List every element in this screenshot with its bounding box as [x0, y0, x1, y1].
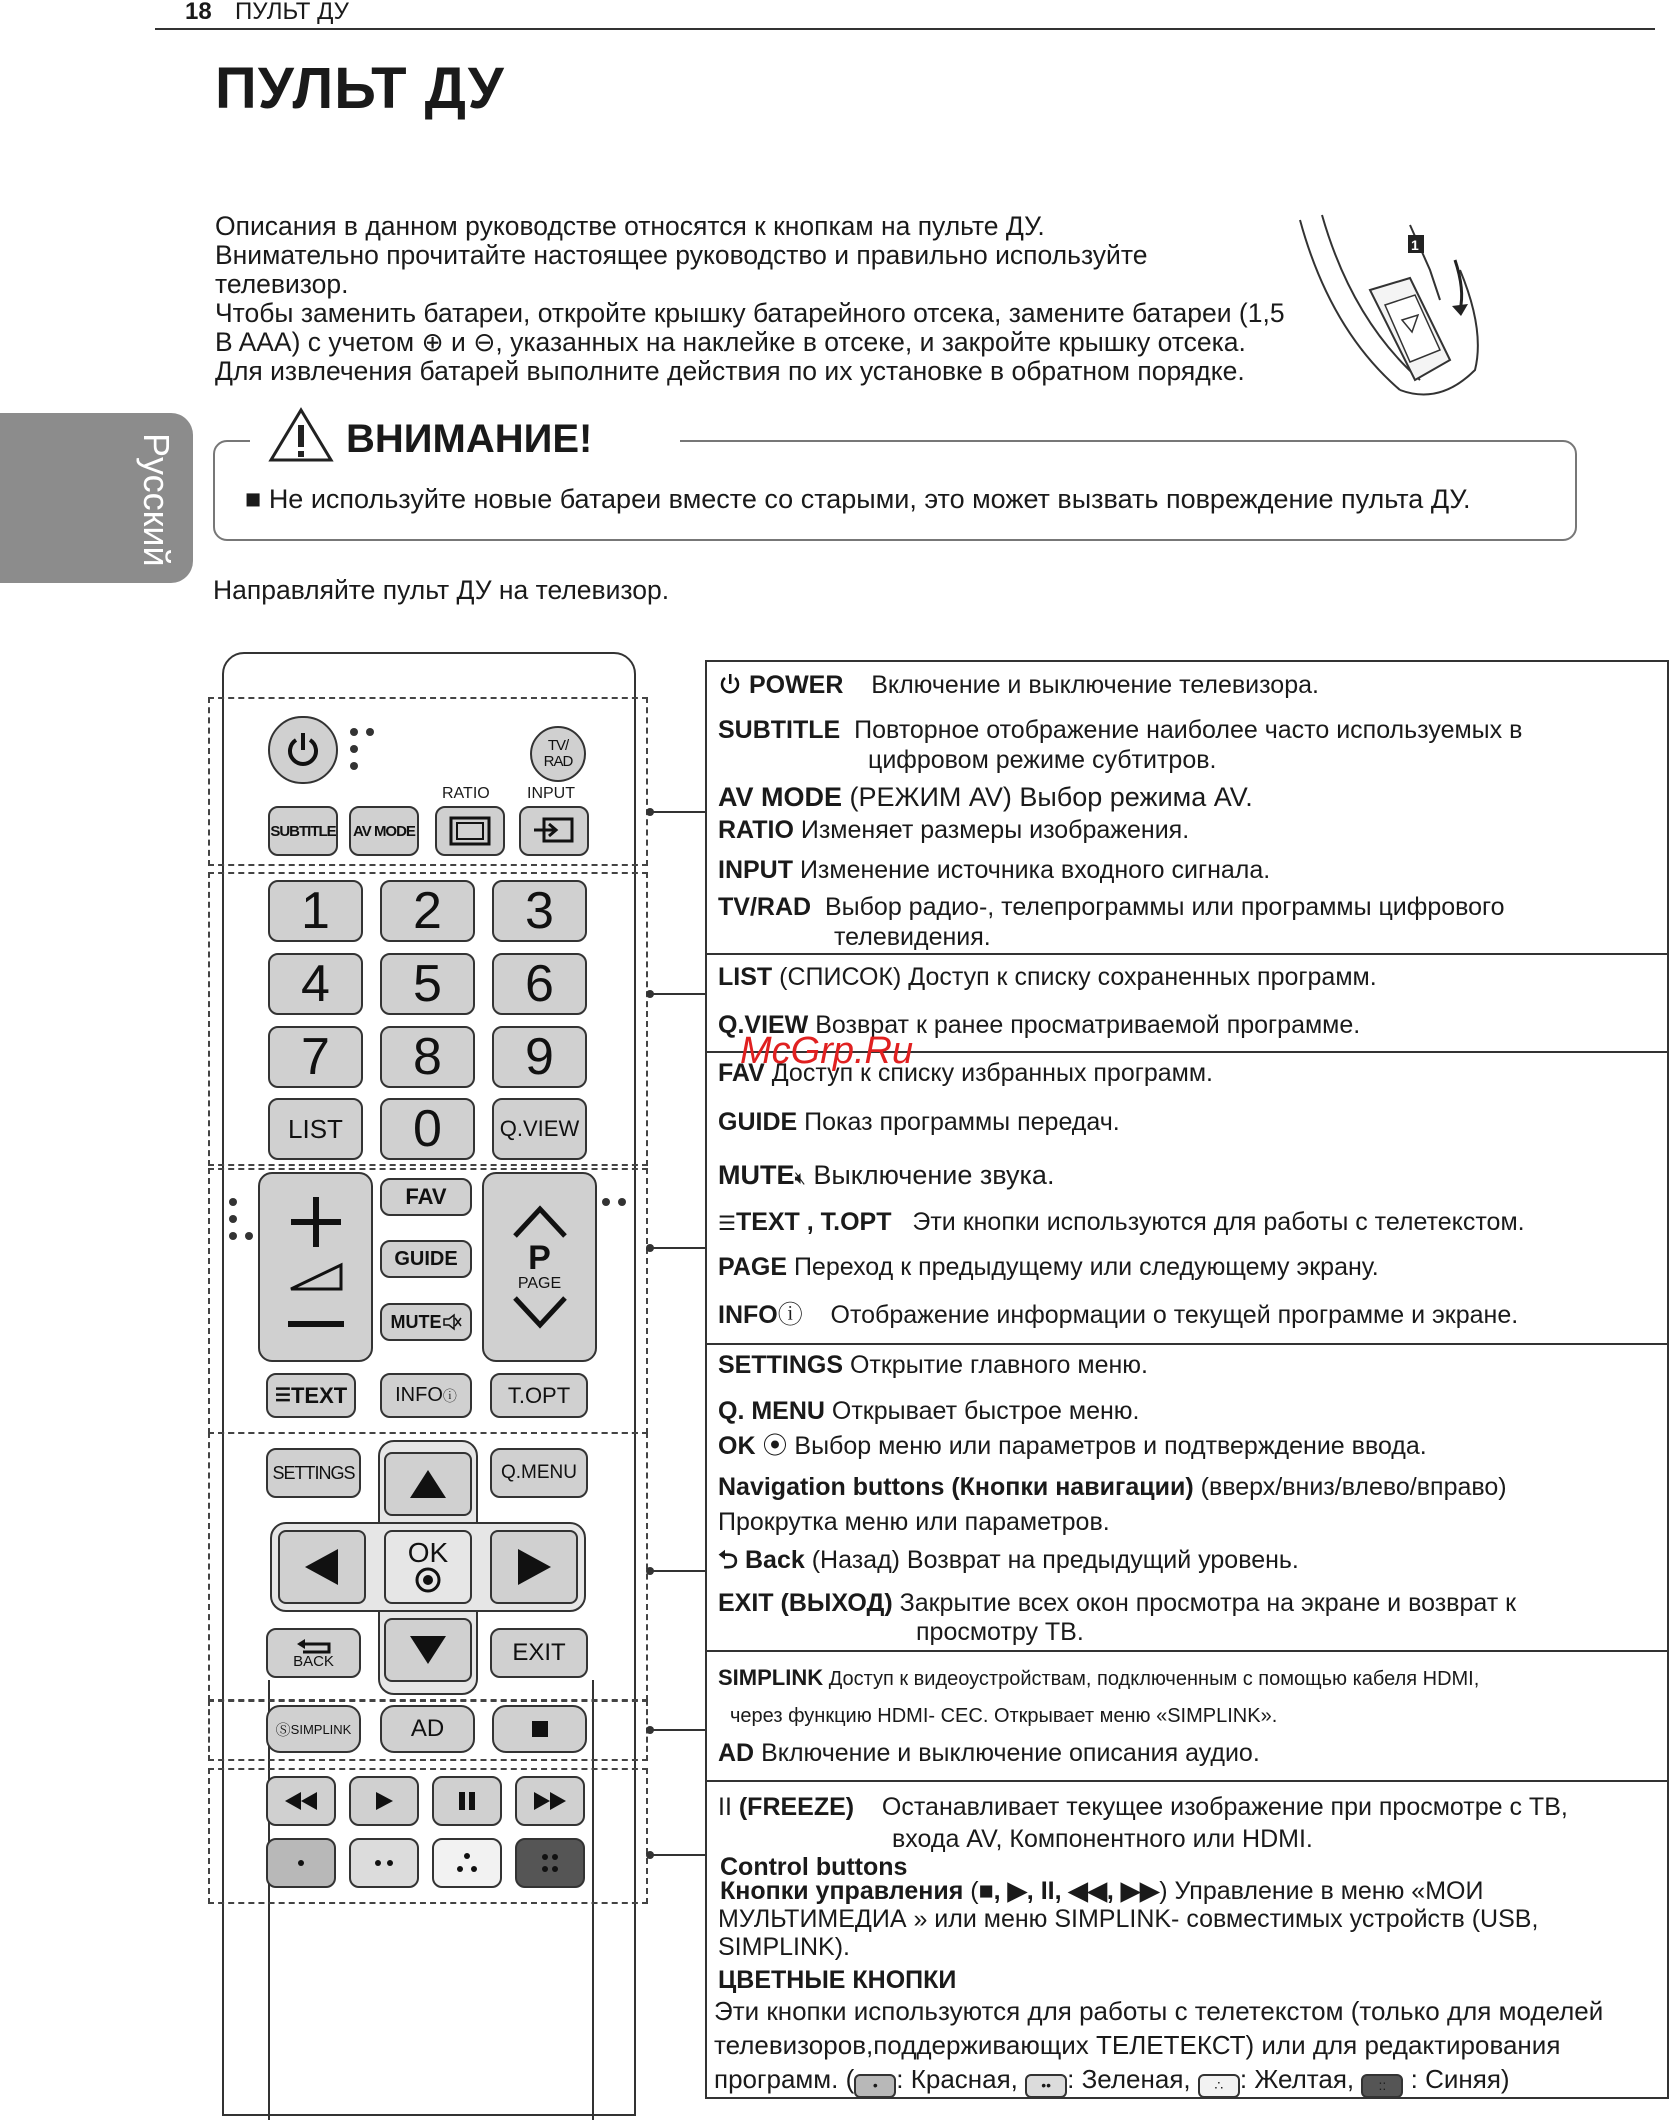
back-arrow-icon [293, 1638, 335, 1654]
desc-page [718, 1252, 1379, 1282]
desc-nav-cont: Прокрутка меню или параметров. [718, 1508, 1110, 1536]
digit-7-button[interactable]: 7 [268, 1026, 363, 1088]
desc-settings [718, 1350, 1148, 1380]
desc-text: Включение и выключение телевизора. [871, 671, 1319, 699]
warning-text-body: Не используйте новые батареи вместе со старыми, это может вызвать повреждение пульта ДУ. [268, 484, 1471, 514]
language-tab [0, 413, 193, 583]
play-icon [373, 1790, 395, 1812]
desc-key: Q. MENU [718, 1397, 825, 1425]
desc-key: Q.VIEW [718, 1011, 809, 1039]
fast-forward-button[interactable] [515, 1776, 585, 1826]
desc-input [718, 855, 1270, 885]
desc-key: RATIO [718, 816, 794, 844]
ok-label: OK [407, 1537, 449, 1568]
desc-back [718, 1545, 1299, 1575]
fast-forward-icon [532, 1790, 568, 1812]
header-section: ПУЛЬТ ДУ [235, 0, 349, 25]
desc-key: SETTINGS [718, 1351, 844, 1379]
panel-divider [705, 1780, 1667, 1782]
desc-freeze-cont: входа AV, Компонентного или HDMI. [892, 1825, 1313, 1853]
desc-text: (Назад) Возврат на предыдущий уровень. [811, 1546, 1299, 1574]
desc-nav [718, 1472, 1507, 1502]
desc-key: MUTE [718, 1160, 795, 1190]
desc-key: INFO [718, 1301, 778, 1329]
back-small-icon: ⮌ [718, 1546, 739, 1574]
desc-tvrad [718, 892, 1505, 922]
desc-text: Открытие главного меню. [849, 1351, 1149, 1379]
pause-icon [456, 1790, 478, 1812]
mute-icon [442, 1313, 462, 1331]
desc-text: Изменяет размеры изображения. [800, 816, 1190, 844]
desc-exit-cont: просмотру ТВ. [916, 1618, 1084, 1646]
desc-colors-cont: телевизоров,поддерживающих ТЕЛЕТЕКСТ) или для редактирования [714, 2030, 1561, 2060]
desc-exit [718, 1588, 1516, 1618]
battery-step-label: 1 [1411, 237, 1419, 253]
desc-text: Отображение информации о текущей программе и экране. [830, 1301, 1519, 1329]
desc-text: (РЕЖИМ AV) Выбор режима AV. [849, 782, 1253, 812]
input-button[interactable] [519, 806, 589, 856]
intro-line: телевизор. [215, 269, 349, 299]
program-rocker[interactable] [482, 1172, 597, 1362]
desc-text: Возврат к ранее просматриваемой программе. [815, 1011, 1361, 1039]
desc-key: SIMPLINK [718, 1665, 824, 1690]
desc-control: Кнопки управления (■, ▶, II, ◀◀, ▶▶) Управление в меню «МОИ [720, 1877, 1484, 1905]
arrow-left-icon [302, 1547, 342, 1587]
tvrad-button[interactable]: TV/ RAD [530, 726, 586, 782]
desc-avmode [718, 782, 1253, 812]
desc-text: Выбор радио-, телепрограммы или программы цифрового [824, 893, 1505, 921]
page-title: ПУЛЬТ ДУ [215, 56, 505, 121]
page-number: 18 [185, 0, 212, 25]
desc-subtitle-cont: цифровом режиме субтитров. [868, 746, 1217, 774]
header-rule [155, 28, 1655, 30]
blue-key-icon: :: [1361, 2074, 1403, 2098]
desc-fav [718, 1058, 1213, 1088]
intro-line: Описания в данном руководстве относятся к кнопкам на пульте ДУ. [215, 211, 1045, 241]
text-small-icon: ☰ [718, 1213, 736, 1235]
desc-power [718, 670, 1319, 700]
digit-4-button[interactable]: 4 [268, 953, 363, 1015]
mute-button[interactable] [380, 1303, 472, 1341]
desc-info [718, 1300, 1518, 1330]
digit-1-button[interactable]: 1 [268, 880, 363, 942]
desc-key: GUIDE [718, 1108, 798, 1136]
blue-button[interactable] [515, 1838, 585, 1888]
colors-prefix: программ. ( [714, 2064, 855, 2094]
desc-text: Открывает быстрое меню. [831, 1397, 1140, 1425]
control-symbols: ■, ▶, II, ◀◀, ▶▶ [978, 1877, 1160, 1905]
green-key-icon: •• [1025, 2074, 1067, 2098]
rewind-button[interactable] [266, 1776, 336, 1826]
text-icon: ☰ [274, 1385, 291, 1405]
settings-button[interactable]: SETTINGS [266, 1448, 361, 1498]
desc-key: FAV [718, 1059, 765, 1087]
warning-text: ■ Не используйте новые батареи вместе со старыми, это может вызвать повреждение пульта ДУ. [245, 484, 1471, 514]
power-small-icon [718, 672, 742, 696]
digit-2-button[interactable]: 2 [380, 880, 475, 942]
digit-3-button[interactable]: 3 [492, 880, 587, 942]
desc-key: ЦВЕТНЫЕ КНОПКИ [718, 1966, 957, 1994]
play-button[interactable] [349, 1776, 419, 1826]
panel-divider [705, 953, 1667, 955]
yellow-key-text: : Желтая, [1239, 2064, 1355, 2094]
nav-down-button[interactable] [384, 1618, 472, 1682]
program-p-label: P [528, 1239, 551, 1277]
red-button[interactable] [266, 1838, 336, 1888]
desc-qmenu [718, 1396, 1139, 1426]
desc-key: Control buttons [720, 1853, 908, 1881]
ok-button[interactable] [384, 1530, 472, 1604]
desc-key: AV MODE [718, 782, 843, 812]
battery-cover-illustration [1290, 210, 1510, 400]
program-page-label: PAGE [517, 1275, 562, 1292]
desc-colors-title [718, 1965, 956, 1995]
text-button[interactable] [266, 1373, 356, 1418]
desc-colors: Эти кнопки используются для работы с телетекстом (только для моделей [714, 1996, 1604, 2026]
desc-text: Доступ к видеоустройствам, подключенным с помощью кабеля HDMI, [828, 1668, 1480, 1690]
desc-ok: OK ⦿ Выбор меню или параметров и подтверждение ввода. [718, 1432, 1427, 1460]
desc-freeze: II (FREEZE) Останавливает текущее изображение при просмотре с ТВ, [718, 1793, 1568, 1821]
arrow-up-icon [408, 1467, 448, 1501]
desc-text: Включение и выключение описания аудио. [761, 1739, 1260, 1767]
desc-key: Navigation buttons (Кнопки навигации) [718, 1473, 1194, 1501]
input-icon [532, 815, 576, 847]
desc-text: Эти кнопки используются для работы с телетекстом. [912, 1208, 1525, 1236]
desc-text: (СПИСОК) Доступ к списку сохраненных программ. [779, 963, 1377, 991]
arrow-right-icon [514, 1547, 554, 1587]
desc-text: ) Управление в меню «МОИ [1159, 1877, 1484, 1905]
desc-text: Повторное отображение наиболее часто используемых в [854, 716, 1523, 744]
info-small-icon: ⓘ [777, 1301, 803, 1329]
desc-text: (вверх/вниз/влево/вправо) [1200, 1473, 1507, 1501]
red-key-text: : Красная, [896, 2064, 1018, 2094]
desc-text: Выбор меню или параметров и подтверждение ввода. [794, 1432, 1427, 1460]
power-button[interactable] [268, 716, 338, 784]
yellow-dots-icon [452, 1851, 482, 1875]
desc-text: Выключение звука. [813, 1160, 1055, 1190]
blue-dots-icon [535, 1851, 565, 1875]
desc-key: PAGE [718, 1253, 787, 1281]
digit-6-button[interactable]: 6 [492, 953, 587, 1015]
yellow-key-icon: ∴ [1198, 2074, 1240, 2098]
rewind-icon [283, 1790, 319, 1812]
desc-key: Кнопки управления [720, 1877, 964, 1905]
desc-key: Back [744, 1546, 805, 1574]
desc-key: (FREEZE) [738, 1793, 855, 1821]
desc-text: Останавливает текущее изображение при просмотре с ТВ, [881, 1793, 1568, 1821]
desc-ratio [718, 815, 1189, 845]
desc-ad [718, 1738, 1260, 1768]
pause-button[interactable] [432, 1776, 502, 1826]
desc-list [718, 962, 1377, 992]
desc-guide [718, 1107, 1120, 1137]
watermark: McGrp.Ru [740, 1030, 914, 1072]
desc-text-topt [718, 1207, 1525, 1239]
text-button-label: TEXT [290, 1382, 348, 1408]
desc-text: Показ программы передач. [804, 1108, 1120, 1136]
aim-instruction: Направляйте пульт ДУ на телевизор. [213, 575, 670, 605]
subtitle-button[interactable]: SUBTITLE [268, 806, 338, 856]
fav-button[interactable]: FAV [380, 1178, 472, 1216]
desc-key: LIST [718, 963, 773, 991]
ratio-icon [448, 815, 492, 847]
volume-icons [266, 1177, 366, 1357]
program-up-icon [505, 1201, 575, 1241]
desc-key: TEXT , T.OPT [735, 1208, 892, 1236]
mute-button-label: MUTE [390, 1311, 442, 1332]
green-key-text: : Зеленая, [1067, 2064, 1191, 2094]
yellow-button[interactable] [432, 1838, 502, 1888]
qmenu-button[interactable]: Q.MENU [490, 1448, 588, 1498]
ratio-label: RATIO [442, 785, 490, 802]
desc-colors-legend [714, 2064, 1510, 2098]
blue-key-text: : Синяя) [1410, 2064, 1510, 2094]
desc-control-cont2: SIMPLINK). [718, 1933, 850, 1961]
desc-control-cont: МУЛЬТИМЕДИА » или меню SIMPLINK- совместимых устройств (USB, [718, 1905, 1539, 1933]
desc-text: Закрытие всех окон просмотра на экране и возврат к [899, 1589, 1517, 1617]
desc-mute [718, 1160, 1054, 1193]
desc-text: Доступ к списку избранных программ. [771, 1059, 1213, 1087]
exit-button[interactable]: EXIT [490, 1628, 588, 1678]
intro-line: B AAA) с учетом ⊕ и ⊖, указанных на наклейке в отсеке, и закройте крышку отсека. [215, 327, 1246, 357]
back-label: BACK [293, 1652, 334, 1670]
digit-5-button[interactable]: 5 [380, 953, 475, 1015]
intro-line: Внимательно прочитайте настоящее руководство и правильно используйте [215, 240, 1148, 270]
power-icon [283, 730, 323, 770]
desc-simplink-cont: через функцию HDMI- CEC. Открывает меню «SIMPLINK». [730, 1705, 1278, 1727]
volume-rocker[interactable] [258, 1172, 373, 1362]
desc-key: OK [718, 1432, 756, 1460]
panel-divider [705, 1343, 1667, 1345]
red-dots-icon [286, 1853, 316, 1873]
info-button-label: INFO [395, 1384, 443, 1406]
arrow-down-icon [408, 1633, 448, 1667]
desc-text: Переход к предыдущему или следующему экрану. [793, 1253, 1379, 1281]
stop-button[interactable] [492, 1705, 587, 1753]
digit-8-button[interactable]: 8 [380, 1026, 475, 1088]
desc-tvrad-cont: телевидения. [834, 923, 991, 951]
info-icon: ⓘ [442, 1387, 457, 1404]
avmode-button[interactable]: AV MODE [349, 806, 419, 856]
simplink-icon: Ⓢ [275, 1721, 291, 1739]
desc-key: SUBTITLE [718, 716, 841, 744]
desc-text: Изменение источника входного сигнала. [799, 856, 1271, 884]
intro-text [215, 212, 1325, 386]
list-button[interactable]: LIST [268, 1098, 363, 1160]
desc-subtitle [718, 715, 1522, 745]
warning-title: ВНИМАНИЕ! [346, 417, 593, 461]
topt-button[interactable]: T.OPT [490, 1373, 588, 1418]
nav-left-button[interactable] [278, 1530, 366, 1604]
stop-icon [531, 1720, 549, 1738]
mute-small-icon: 🔇︎ [794, 1168, 806, 1188]
desc-key: EXIT (ВЫХОД) [718, 1589, 893, 1617]
language-tab-label: Русский [136, 433, 177, 567]
panel-divider [705, 1650, 1667, 1652]
guide-button[interactable]: GUIDE [380, 1240, 472, 1278]
digit-0-button[interactable]: 0 [380, 1098, 475, 1160]
intro-line: Для извлечения батарей выполните действия по их установке в обратном порядке. [215, 356, 1245, 386]
desc-key: TV/RAD [718, 893, 812, 921]
info-button[interactable] [380, 1373, 472, 1418]
intro-line: Чтобы заменить батареи, откройте крышку батарейного отсека, замените батареи (1,5 [215, 298, 1285, 328]
nav-up-button[interactable] [384, 1452, 472, 1516]
desc-key: AD [718, 1739, 755, 1767]
ok-target-icon [414, 1566, 442, 1594]
input-label: INPUT [527, 785, 575, 802]
desc-key: INPUT [718, 856, 793, 884]
green-button[interactable] [349, 1838, 419, 1888]
warning-icon [268, 407, 334, 463]
simplink-label: SIMPLINK [290, 1721, 352, 1737]
simplink-button[interactable] [266, 1705, 361, 1753]
green-dots-icon [369, 1853, 399, 1873]
desc-key: POWER [748, 671, 844, 699]
red-key-icon: • [854, 2074, 896, 2098]
qview-button[interactable]: Q.VIEW [492, 1098, 587, 1160]
program-down-icon [505, 1293, 575, 1333]
desc-simplink [718, 1663, 1479, 1694]
ratio-button[interactable] [435, 806, 505, 856]
back-button[interactable] [266, 1628, 361, 1678]
digit-9-button[interactable]: 9 [492, 1026, 587, 1088]
nav-right-button[interactable] [490, 1530, 578, 1604]
ad-button[interactable]: AD [380, 1705, 475, 1753]
